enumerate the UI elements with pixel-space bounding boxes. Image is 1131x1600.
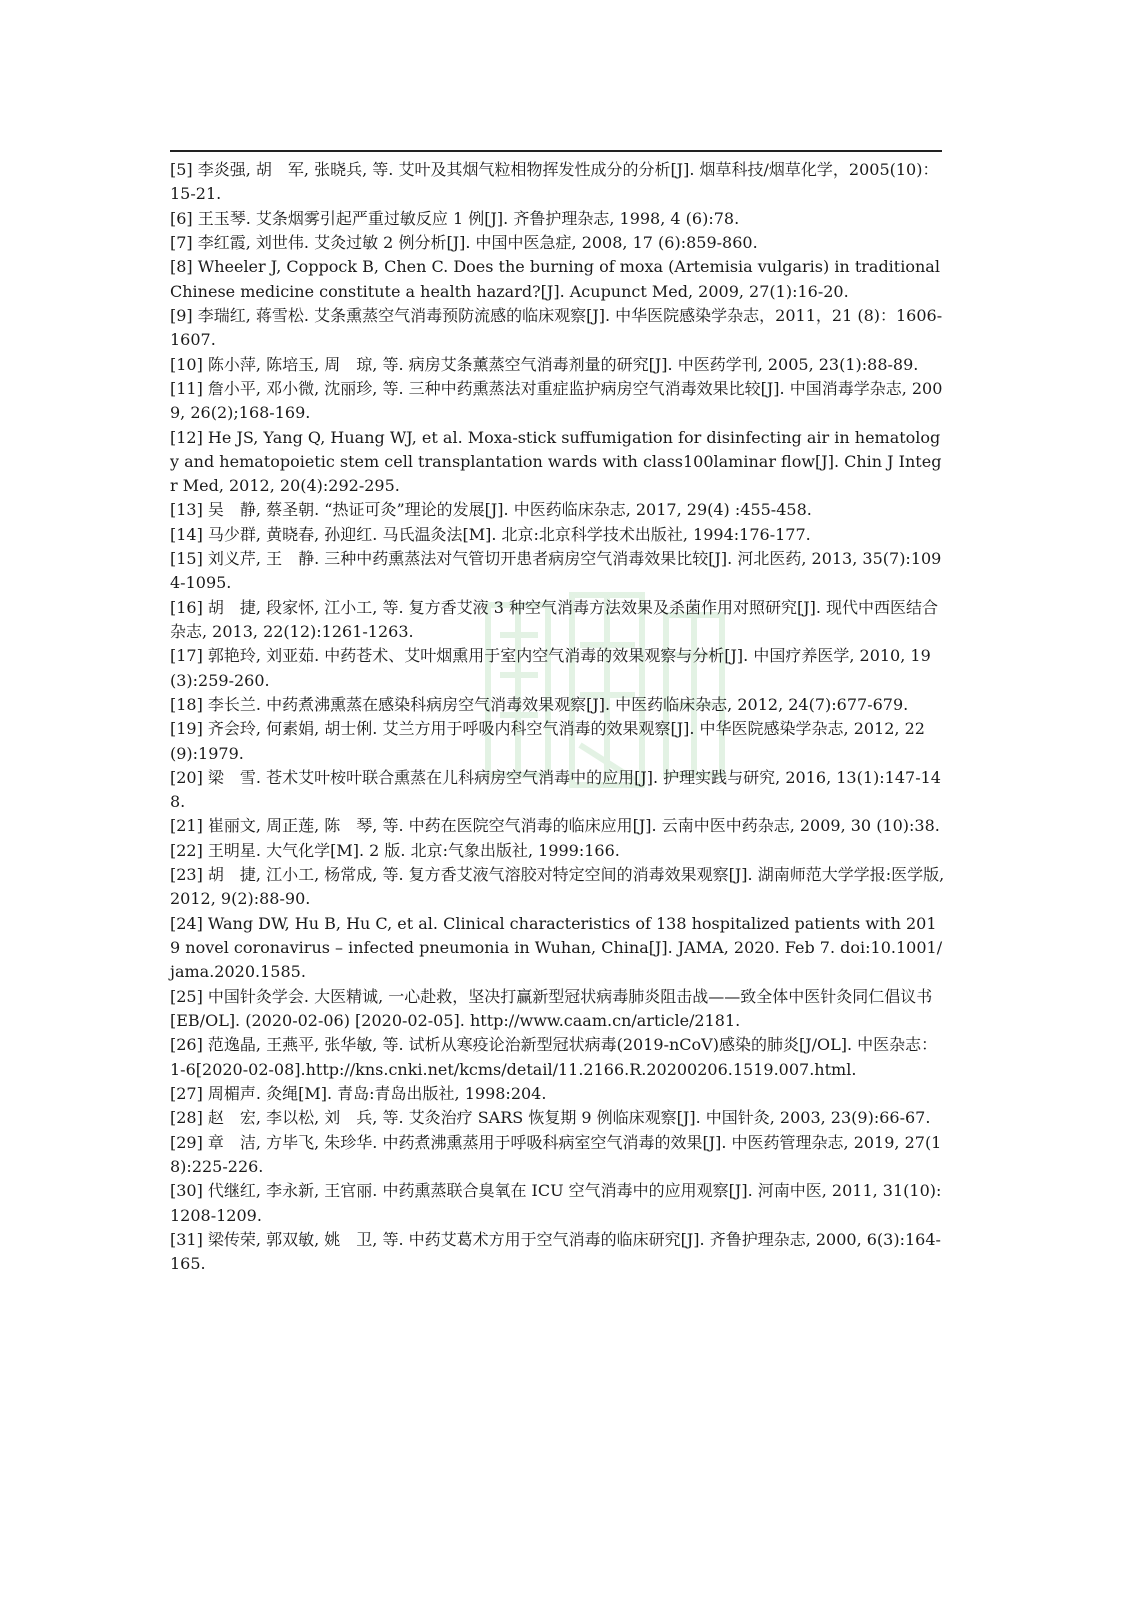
reference-item xyxy=(170,985,949,1033)
reference-item xyxy=(170,498,945,522)
top-rule xyxy=(170,150,942,152)
reference-item xyxy=(170,523,945,547)
reference-text: [29] 章 洁, 方毕飞, 朱珍华. 中药煮沸熏蒸用于呼吸科病室空气消毒的效果[J]. 中医药管理杂志, 2019, 27(18):225-226. xyxy=(170,1132,942,1177)
reference-text: [9] 李瑞红, 蒋雪松. 艾条熏蒸空气消毒预防流感的临床观察[J]. 中华医院感染学杂志，2011，21 (8)：1606-1607. xyxy=(170,305,943,350)
reference-item xyxy=(170,1179,945,1227)
reference-item xyxy=(170,207,945,231)
reference-item xyxy=(170,693,945,717)
reference-item xyxy=(170,1082,945,1106)
reference-text: [21] 崔丽文, 周正莲, 陈 琴, 等. 中药在医院空气消毒的临床应用[J]. 云南中医中药杂志, 2009, 30 (10):38. xyxy=(170,816,940,836)
reference-item xyxy=(170,1228,945,1276)
reference-item xyxy=(170,255,945,303)
reference-text: [28] 赵 宏, 李以松, 刘 兵, 等. 艾灸治疗 SARS 恢复期 9 例临床观察[J]. 中国针灸, 2003, 23(9):66-67. xyxy=(170,1108,931,1128)
reference-item xyxy=(170,863,945,911)
reference-text: [20] 梁 雪. 苍术艾叶桉叶联合熏蒸在儿科病房空气消毒中的应用[J]. 护理实践与研究, 2016, 13(1):147-148. xyxy=(170,767,941,812)
reference-item xyxy=(170,231,945,255)
reference-text: [6] 王玉琴. 艾条烟雾引起严重过敏反应 1 例[J]. 齐鲁护理杂志, 1998, 4 (6):78. xyxy=(170,208,740,228)
reference-text: [7] 李红霞, 刘世伟. 艾灸过敏 2 例分析[J]. 中国中医急症, 2008, 17 (6):859-860. xyxy=(170,232,758,252)
reference-item xyxy=(170,839,945,863)
reference-text: [15] 刘义芹, 王 静. 三种中药熏蒸法对气管切开患者病房空气消毒效果比较[J]. 河北医药, 2013, 35(7):1094-1095. xyxy=(170,549,942,593)
reference-text: [8] Wheeler J, Coppock B, Chen C. Does the burning of moxa (Artemisia vulgaris) in traditional Chinese medicine constitute a health hazard?[J]. Acupunct Med, 2009, 27(1):16-20. xyxy=(170,257,940,301)
reference-item xyxy=(170,377,945,425)
reference-item xyxy=(170,814,945,838)
reference-item xyxy=(170,644,945,692)
reference-item xyxy=(170,1058,945,1082)
reference-item xyxy=(170,353,945,377)
reference-text: [25] 中国针灸学会. 大医精诚, 一心赴救，坚决打赢新型冠状病毒肺炎阻击战——致全体中医针灸同仁倡议书 [EB/OL]. (2020-02-06) [2020-02-05]. http://www.caam.cn/article/2181. xyxy=(170,986,949,1030)
reference-text: [5] 李炎强, 胡 军, 张晓兵, 等. 艾叶及其烟气粒相物挥发性成分的分析[J]. 烟草科技/烟草化学，2005(10)：15-21. xyxy=(170,160,939,204)
reference-item xyxy=(170,596,945,644)
reference-text: [18] 李长兰. 中药煮沸熏蒸在感染科病房空气消毒效果观察[J]. 中医药临床杂志, 2012, 24(7):677-679. xyxy=(170,694,909,714)
reference-item xyxy=(170,912,945,985)
reference-text: [22] 王明星. 大气化学[M]. 2 版. 北京:气象出版社, 1999:166. xyxy=(170,840,620,860)
reference-text: [13] 吴 静, 蔡圣朝. “热证可灸”理论的发展[J]. 中医药临床杂志, 2017, 29(4) :455-458. xyxy=(170,500,812,520)
reference-list xyxy=(170,158,949,1277)
reference-item xyxy=(170,547,945,595)
reference-item xyxy=(170,1131,945,1179)
reference-text: [10] 陈小萍, 陈培玉, 周 琼, 等. 病房艾条薰蒸空气消毒剂量的研究[J]. 中医药学刊, 2005, 23(1):88-89. xyxy=(170,354,919,374)
reference-item xyxy=(170,304,945,352)
reference-item xyxy=(170,717,945,765)
reference-text: [24] Wang DW, Hu B, Hu C, et al. Clinical characteristics of 138 hospitalized patients with 2019 novel coronavirus – infected pneumonia in Wuhan, China[J]. JAMA, 2020. Feb 7. doi:10.1001/jama.2020.1585. xyxy=(170,913,943,982)
reference-item xyxy=(170,766,945,814)
reference-item xyxy=(170,158,945,206)
reference-text: [30] 代继红, 李永新, 王官丽. 中药熏蒸联合臭氧在 ICU 空气消毒中的应用观察[J]. 河南中医, 2011, 31(10):1208-1209. xyxy=(170,1181,942,1225)
reference-text: [23] 胡 捷, 江小工, 杨常成, 等. 复方香艾液气溶胶对特定空间的消毒效果观察[J]. 湖南师范大学学报:医学版, 2012, 9(2):88-90. xyxy=(170,865,945,909)
reference-text: [12] He JS, Yang Q, Huang WJ, et al. Moxa-stick suffumigation for disinfecting air in hematology and hematopoietic stem cell transplantation wards with class100laminar flow[J]. Chin J Integr Med, 2012, 20(4):292-295. xyxy=(170,427,942,495)
reference-item xyxy=(170,1106,945,1130)
reference-text: [11] 詹小平, 邓小微, 沈丽珍, 等. 三种中药熏蒸法对重症监护病房空气消毒效果比较[J]. 中国消毒学杂志, 2009, 26(2);168-169. xyxy=(170,378,943,423)
reference-text: [16] 胡 捷, 段家怀, 江小工, 等. 复方香艾液 3 种空气消毒方法效果及杀菌作用对照研究[J]. 现代中西医结合杂志, 2013, 22(12):1261-1263. xyxy=(170,597,939,641)
reference-text: 1-6[2020-02-08].http://kns.cnki.net/kcms/detail/11.2166.R.20200206.1519.007.html. xyxy=(170,1059,857,1079)
reference-text: [14] 马少群, 黄晓春, 孙迎红. 马氏温灸法[M]. 北京:北京科学技术出版社, 1994:176-177. xyxy=(170,524,811,544)
reference-item xyxy=(170,1033,945,1057)
reference-text: [31] 梁传荣, 郭双敏, 姚 卫, 等. 中药艾葛术方用于空气消毒的临床研究[J]. 齐鲁护理杂志, 2000, 6(3):164-165. xyxy=(170,1230,941,1274)
reference-item xyxy=(170,426,945,499)
reference-text: [27] 周楣声. 灸绳[M]. 青岛:青岛出版社, 1998:204. xyxy=(170,1084,547,1104)
reference-text: [26] 范逸晶, 王燕平, 张华敏, 等. 试析从寒疫论治新型冠状病毒(2019-nCoV)感染的肺炎[J/OL]. 中医杂志： xyxy=(170,1035,938,1055)
reference-text: [17] 郭艳玲, 刘亚茹. 中药苍术、艾叶烟熏用于室内空气消毒的效果观察与分析[J]. 中国疗养医学, 2010, 19(3):259-260. xyxy=(170,646,931,690)
reference-text: [19] 齐会玲, 何素娟, 胡士俐. 艾兰方用于呼吸内科空气消毒的效果观察[J]. 中华医院感染学杂志, 2012, 22(9):1979. xyxy=(170,719,925,763)
